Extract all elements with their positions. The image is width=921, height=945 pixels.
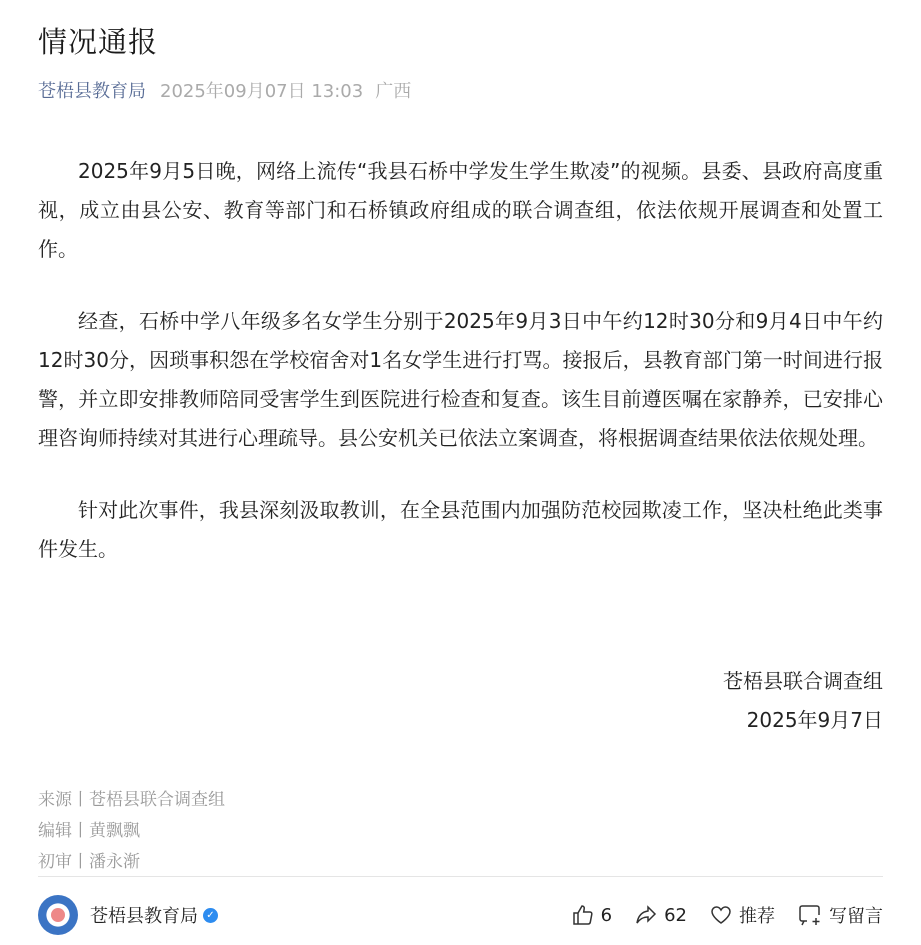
footer-account-name[interactable]: 苍梧县教育局 [90, 906, 198, 927]
comment-icon [797, 903, 823, 927]
credit-reviewer: 初审丨潘永渐 [38, 852, 140, 872]
thumbs-up-icon [571, 903, 595, 927]
like-button[interactable] [571, 903, 612, 927]
paragraph: 经查，石桥中学八年级多名女学生分别于2025年9月3日中午约12时30分和9月4日中午约12时30分，因琐事积怨在学校宿舍对1名女学生进行打骂。接报后，县教育部门第一时间进行报警，并立即安排教师陪同受害学生到医院进行检查和复查。该生目前遵医嘱在家静养，已安排心理咨询师持续对其进行心理疏导。县公安机关已依法立案调查，将根据调查结果依法依规处理。 [38, 309, 883, 450]
divider [38, 876, 883, 877]
footer-bar [38, 893, 883, 937]
recommend-button[interactable] [709, 902, 775, 928]
comment-button[interactable] [797, 902, 883, 928]
paragraph: 针对此次事件，我县深刻汲取教训，在全县范围内加强防范校园欺凌工作，坚决杜绝此类事件发生。 [38, 498, 883, 561]
article-body [38, 152, 883, 602]
share-button[interactable] [634, 903, 687, 927]
heart-icon [709, 903, 733, 927]
publish-location: 广西 [375, 81, 412, 102]
like-count: 6 [600, 904, 613, 926]
share-count: 62 [664, 904, 687, 926]
comment-label: 写留言 [829, 906, 883, 927]
credit-source: 来源丨苍梧县联合调查组 [38, 790, 225, 810]
article-title: 情况通报 [38, 25, 159, 59]
signature-org: 苍梧县联合调查组 [723, 669, 883, 693]
credits [38, 785, 225, 878]
paragraph: 2025年9月5日晚，网络上流传“我县石桥中学发生学生欺凌”的视频。县委、县政府高度重视，成立由县公安、教育等部门和石桥镇政府组成的联合调查组，依法依规开展调查和处置工作。 [38, 159, 883, 261]
avatar[interactable] [38, 895, 78, 935]
signature-date: 2025年9月7日 [746, 708, 883, 732]
share-icon [634, 903, 658, 927]
recommend-label: 推荐 [739, 906, 775, 927]
account-link[interactable]: 苍梧县教育局 [38, 81, 146, 102]
article-meta [38, 77, 411, 103]
credit-editor: 编辑丨黄飘飘 [38, 821, 140, 841]
verified-icon: ✓ [203, 908, 218, 923]
publish-datetime: 2025年09月07日 13:03 [160, 81, 364, 102]
